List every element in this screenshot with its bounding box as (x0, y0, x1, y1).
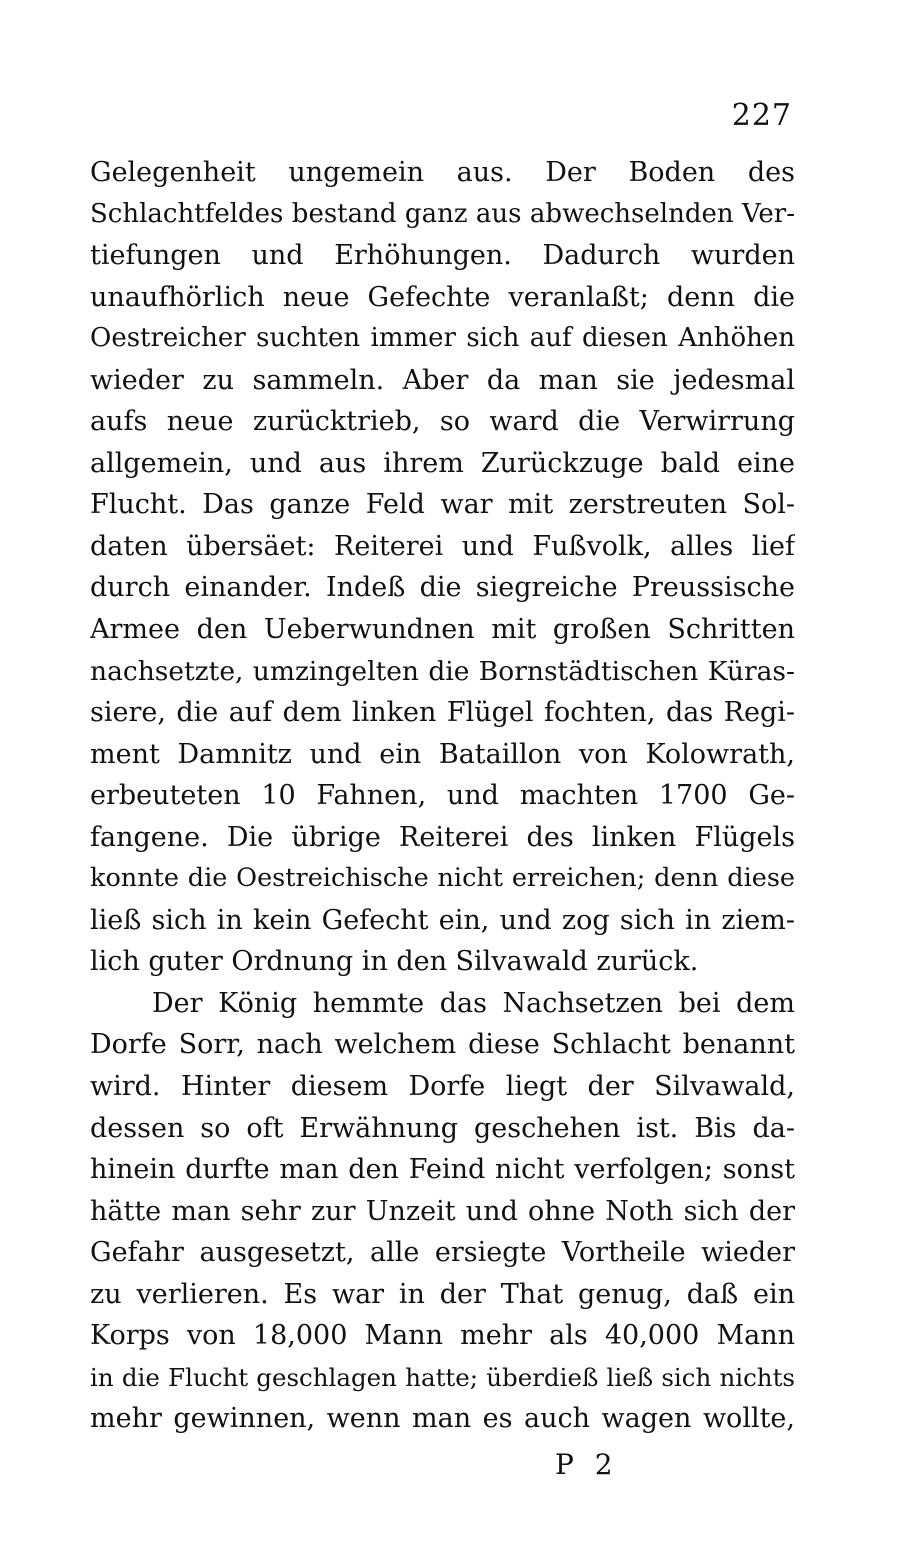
body-text (90, 152, 795, 1440)
text-line: Korps von 18,000 Mann mehr als 40,000 Mann (90, 1320, 795, 1352)
text-line: unaufhörlich neue Gefechte veranlaßt; denn die (90, 281, 795, 313)
text-line: durch einander. Indeß die siegreiche Preussische (90, 572, 795, 604)
text-line: Gefahr ausgesetzt, alle ersiegte Vortheile wieder (90, 1237, 795, 1269)
text-line: lich guter Ordnung in den Silvawald zurück. (90, 946, 699, 978)
text-line: Gelegenheit ungemein aus. Der Boden des (90, 157, 795, 188)
text-line: wieder zu sammeln. Aber da man sie jedesmal (90, 364, 795, 396)
text-line: nachsetzte, umzingelten die Bornstädtischen Küras- (90, 655, 795, 687)
text-line: Schlachtfeldes bestand ganz aus abwechselnden Ver- (90, 198, 795, 229)
paragraph-2 (90, 983, 795, 1440)
text-line: in die Flucht geschlagen hatte; überdieß ließ sich nichts (90, 1362, 795, 1392)
signature-mark: P 2 (555, 1448, 619, 1481)
paragraph-1 (90, 152, 795, 983)
page-number: 227 (731, 98, 792, 133)
text-line: hinein durfte man den Feind nicht verfolgen; sonst (90, 1154, 795, 1186)
text-line: allgemein, und aus ihrem Zurückzuge bald eine (90, 447, 795, 479)
text-line: konnte die Oestreichische nicht erreichen; denn diese (90, 863, 795, 894)
text-line: daten übersäet: Reiterei und Fußvolk, alles lief (90, 530, 795, 562)
text-line: aufs neue zurücktrieb, so ward die Verwirrung (90, 406, 795, 438)
text-line: erbeuteten 10 Fahnen, und machten 1700 Ge- (90, 780, 795, 812)
text-line: wird. Hinter diesem Dorfe liegt der Silvawald, (90, 1071, 795, 1103)
text-line: siere, die auf dem linken Flügel fochten, das Regi- (90, 697, 795, 729)
text-line: Der König hemmte das Nachsetzen bei dem (152, 987, 795, 1019)
text-line: tiefungen und Erhöhungen. Dadurch wurden (90, 240, 795, 272)
text-line: hätte man sehr zur Unzeit und ohne Noth sich der (90, 1195, 795, 1227)
text-line: ließ sich in kein Gefecht ein, und zog sich in ziem- (90, 904, 795, 936)
text-line: dessen so oft Erwähnung geschehen ist. Bis da- (90, 1112, 795, 1144)
text-line: Oestreicher suchten immer sich auf diesen Anhöhen (90, 323, 795, 354)
text-line: zu verlieren. Es war in der That genug, daß ein (90, 1278, 795, 1310)
text-line: Armee den Ueberwundnen mit großen Schritten (90, 614, 795, 646)
text-line: Dorfe Sorr, nach welchem diese Schlacht benannt (90, 1029, 795, 1061)
text-line: fangene. Die übrige Reiterei des linken Flügels (90, 821, 795, 853)
text-line: Flucht. Das ganze Feld war mit zerstreuten Sol- (90, 489, 795, 521)
text-line: ment Damnitz und ein Bataillon von Kolowrath, (90, 738, 795, 770)
text-line: mehr gewinnen, wenn man es auch wagen wollte, (90, 1403, 795, 1435)
